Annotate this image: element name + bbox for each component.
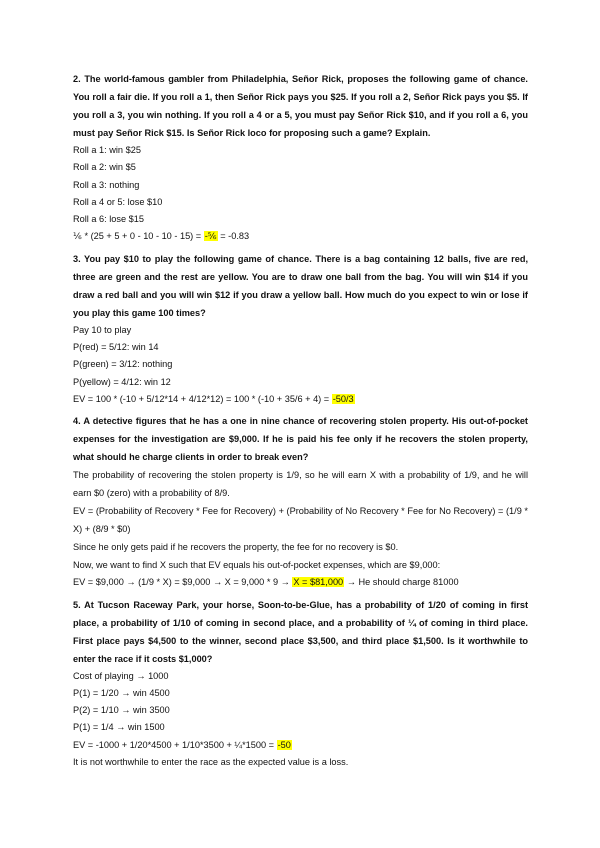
q4-paragraph-1: The probability of recovering the stolen property is 1/9, so he will earn X with a probability of 1/9, and he will earn $0 (zero) with a probability of 8/9.	[73, 470, 528, 499]
q2-line-3: Roll a 3: nothing	[73, 179, 140, 190]
q3-calc-text: EV = 100 * (-10 + 5/12*14 + 4/12*12) = 100 * (-10 + 35/6 + 4) =	[73, 393, 332, 404]
q5-line-2: P(1) = 1/20 → win 4500	[73, 687, 170, 698]
q2-calc-result: = -0.83	[217, 231, 250, 242]
q3-line-2: P(red) = 5/12: win 14	[73, 342, 159, 353]
q5-calc-text: EV = -1000 + 1/20*4500 + 1/10*3500 + ¼*1500 =	[73, 739, 277, 750]
q2-calc-text: ⅙ * (25 + 5 + 0 - 10 - 10 - 15) =	[73, 231, 204, 242]
q4-paragraph-3: Since he only gets paid if he recovers the property, the fee for no recovery is $0.	[73, 542, 399, 553]
question-4: 4. A detective figures that he has a one in nine chance of recovering stolen property. His out-of-pocket expenses for the investigation are $9,000. If he is paid his fee only if he recovers the stolen property, what should he charge clients in order to break even?	[73, 416, 528, 463]
q2-line-2: Roll a 2: win $5	[73, 162, 136, 173]
q5-answer-highlight: -50	[277, 739, 291, 750]
q4-answer-highlight: X = $81,000	[293, 577, 344, 588]
q2-line-4: Roll a 4 or 5: lose $10	[73, 196, 163, 207]
q3-answer-highlight: -50/3	[332, 393, 354, 404]
q3-line-4: P(yellow) = 4/12: win 12	[73, 376, 171, 387]
q2-line-1: Roll a 1: win $25	[73, 145, 141, 155]
q2-calculation	[73, 228, 528, 245]
question-5: 5. At Tucson Raceway Park, your horse, Soon-to-be-Glue, has a probability of 1/20 of coming in first place, a probability of 1/10 of coming in second place, and a probability of ¼ of coming in third place. First place pays $4,500 to the winner, second place $3,500, and third place $1,500. Is it worthwhile to enter the race if it costs $1,000?	[73, 599, 528, 664]
q4-calculation	[73, 574, 528, 591]
q3-line-3: P(green) = 3/12: nothing	[73, 359, 173, 370]
q4-calc-result: → He should charge 81000	[344, 577, 459, 588]
q3-calculation	[73, 391, 528, 408]
q5-calculation	[73, 737, 528, 754]
q4-paragraph-2: EV = (Probability of Recovery * Fee for Recovery) + (Probability of No Recovery * Fee for No Recovery) = (1/9 * X) + (8/9 * $0)	[73, 506, 528, 535]
q5-conclusion: It is not worthwhile to enter the race as the expected value is a loss.	[73, 757, 349, 768]
q2-line-5: Roll a 6: lose $15	[73, 214, 144, 225]
q5-line-3: P(2) = 1/10 → win 3500	[73, 705, 170, 716]
document-page	[73, 70, 528, 771]
q5-line-1: Cost of playing → 1000	[73, 670, 169, 681]
question-3: 3. You pay $10 to play the following game of chance. There is a bag containing 12 balls, five are red, three are green and the rest are yellow. You are to draw one ball from the bag. You will win $14 if you draw a red ball and you will win $12 if you draw a yellow ball. How much do you expect to win or lose if you play this game 100 times?	[73, 253, 528, 318]
question-2: 2. The world-famous gambler from Philadelphia, Señor Rick, proposes the following game of chance. You roll a fair die. If you roll a 1, then Señor Rick pays you $25. If you roll a 2, Señor Rick pays you $5. If you roll a 3, you win nothing. If you roll a 4 or a 5, you must pay Señor Rick $10, and if you roll a 6, you must pay Señor Rick $15. Is Señor Rick loco for proposing such a game? Explain.	[73, 74, 528, 138]
q5-line-4: P(1) = 1/4 → win 1500	[73, 722, 165, 733]
q4-paragraph-4: Now, we want to find X such that EV equals his out-of-pocket expenses, which are $9,000:	[73, 560, 441, 571]
q4-calc-text: EV = $9,000 → (1/9 * X) = $9,000 → X = 9,000 * 9 →	[73, 577, 293, 588]
q2-answer-highlight: -⅚	[204, 231, 217, 242]
q3-line-1: Pay 10 to play	[73, 324, 132, 335]
